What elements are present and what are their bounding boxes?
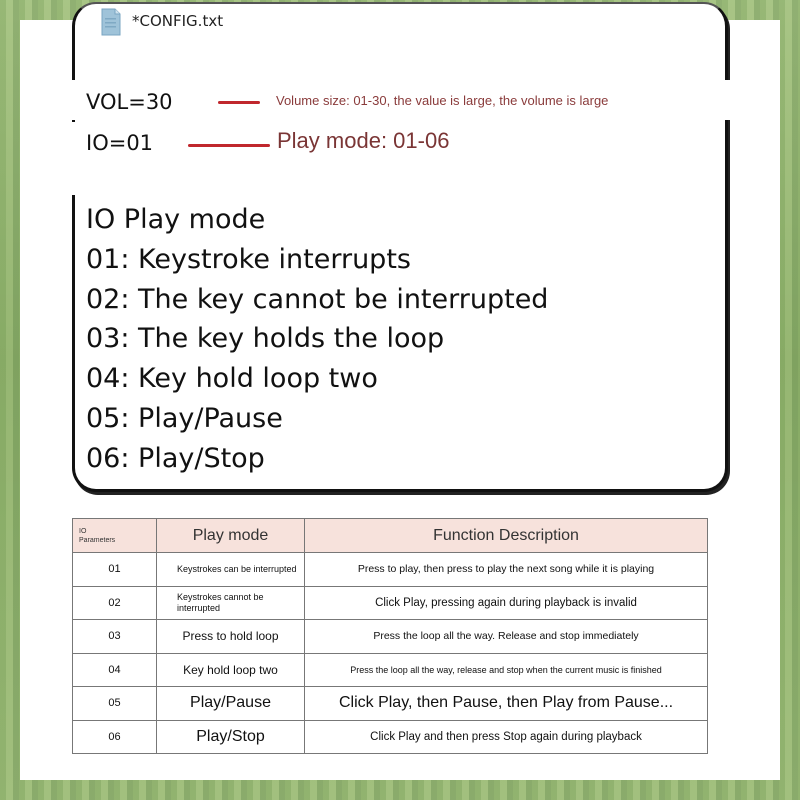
file-name: *CONFIG.txt: [132, 12, 224, 30]
play-mode-item: 02: The key cannot be interrupted: [86, 283, 549, 315]
params-header-bottom: Parameters: [79, 536, 116, 544]
setting-io: IO=01: [86, 131, 154, 155]
table-row: [73, 620, 708, 654]
mode-cell: Play/Pause: [157, 687, 305, 721]
table-row: [73, 586, 708, 620]
param-cell: 03: [73, 620, 157, 654]
param-cell: 06: [73, 720, 157, 754]
play-mode-item: 04: Key hold loop two: [86, 363, 378, 395]
play-mode-list: [86, 200, 548, 479]
function-cell: Press to play, then press to play the next song while it is playing: [305, 553, 708, 587]
note-io: Play mode: 01-06: [277, 128, 450, 153]
function-cell: Press the loop all the way. Release and stop immediately: [305, 620, 708, 654]
text-file-icon: [100, 8, 122, 36]
column-header-mode: Play mode: [157, 519, 305, 553]
play-mode-item: 03: The key holds the loop: [86, 323, 445, 355]
param-cell: 04: [73, 653, 157, 687]
column-header-params: [73, 519, 157, 553]
setting-vol: VOL=30: [86, 90, 173, 114]
function-cell: Click Play and then press Stop again during playback: [305, 720, 708, 754]
panel-edge-gap: [70, 165, 76, 195]
function-cell: Click Play, then Pause, then Play from Pause...: [305, 687, 708, 721]
table-row: [73, 687, 708, 721]
mode-cell: Play/Stop: [157, 720, 305, 754]
mode-cell: Key hold loop two: [157, 653, 305, 687]
pointer-line-io: [188, 144, 270, 147]
play-mode-heading: IO Play mode: [86, 204, 266, 235]
pointer-line-vol: [218, 101, 260, 104]
play-mode-item: 01: Keystroke interrupts: [86, 243, 411, 275]
params-header-top: IO: [79, 527, 87, 535]
function-cell: Press the loop all the way, release and stop when the current music is finished: [305, 653, 708, 687]
mode-cell: Press to hold loop: [157, 620, 305, 654]
column-header-function: Function Description: [305, 519, 708, 553]
table-row: [73, 553, 708, 587]
param-cell: 05: [73, 687, 157, 721]
param-cell: 01: [73, 553, 157, 587]
play-mode-table: [72, 518, 708, 754]
table-row: [73, 653, 708, 687]
play-mode-item: 06: Play/Stop: [86, 442, 265, 474]
function-cell: Click Play, pressing again during playback is invalid: [305, 586, 708, 620]
play-mode-item: 05: Play/Pause: [86, 402, 283, 434]
note-vol: Volume size: 01-30, the value is large, the volume is large: [276, 93, 609, 108]
table-row: [73, 720, 708, 754]
mode-cell: Keystrokes can be interrupted: [157, 553, 305, 587]
param-cell: 02: [73, 586, 157, 620]
table-header-row: [73, 519, 708, 553]
mode-cell: Keystrokes cannot be interrupted: [157, 586, 305, 620]
